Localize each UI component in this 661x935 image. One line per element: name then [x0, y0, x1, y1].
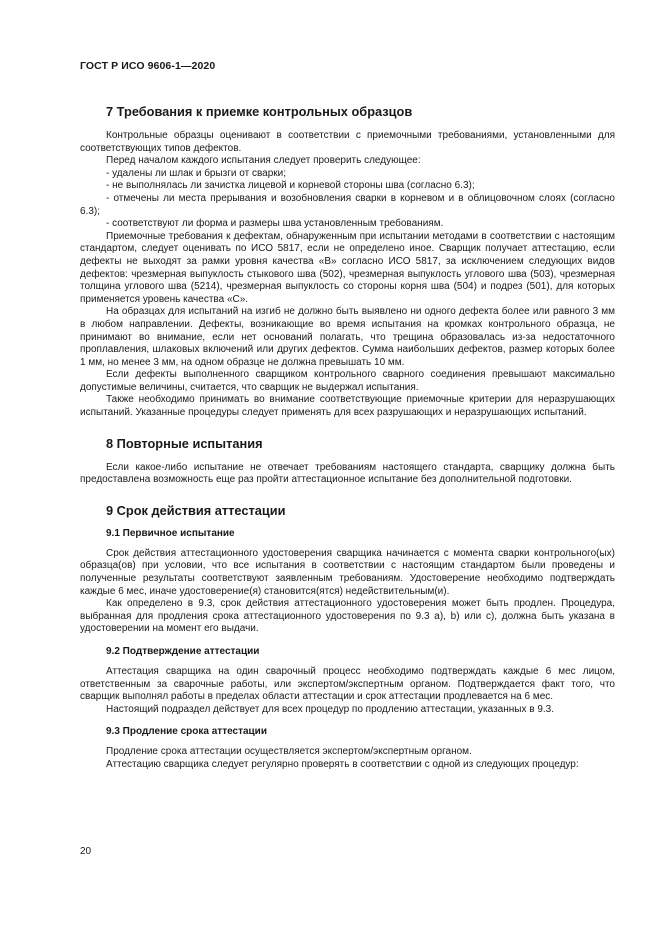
paragraph: Если какое-либо испытание не отвечает требованиям настоящего стандарта, сварщику должна быть предоставлена возможность еще раз пройти аттестационное испытание без дополнительной подготовки. — [80, 461, 615, 486]
section-8-heading: 8 Повторные испытания — [106, 435, 263, 451]
page-body — [80, 90, 615, 772]
paragraph: Продление срока аттестации осуществляется экспертом/экспертным органом. — [106, 746, 472, 758]
paragraph: Также необходимо принимать во внимание соответствующие приемочные критерии для неразрушающих испытаний. Указанные процедуры следует применять для всех разрушающих и неразрушающих испытаний. — [80, 394, 615, 419]
paragraph: Настоящий подраздел действует для всех процедур по продлению аттестации, указанных в 9.3. — [106, 703, 555, 715]
section-7-heading: 7 Требования к приемке контрольных образцов — [106, 104, 413, 119]
subsection-9-2-heading: 9.2 Подтверждение аттестации — [106, 646, 260, 657]
section-9-heading: 9 Срок действия аттестации — [106, 502, 286, 518]
paragraph: Как определено в 9.3, срок действия аттестационного удостоверения может быть продлен. Процедура, выбранная для продления срока аттестационного удостоверения по 9.3 a), b) или c), должна быть указана в удостоверении на момент его выдачи. — [80, 598, 615, 635]
paragraph: На образцах для испытаний на изгиб не должно быть выявлено ни одного дефекта более или равного 3 мм в любом направлении. Дефекты, возникающие во время испытания на кромках контрольного образца, не принимают во внимание, если нет оснований полагать, что трещина образовалась из-за недостаточного проплавления, шлаковых включений или других дефектов. Сумма наибольших дефектов, размер которых более 1 мм, но менее 3 мм, на одном образце не должна превышать 10 мм. — [80, 306, 615, 368]
list-item: - не выполнялась ли зачистка лицевой и корневой стороны шва (согласно 6.3); — [106, 180, 475, 192]
paragraph: Аттестация сварщика на один сварочный процесс необходимо подтверждать каждые 6 мес лицом, ответственным за сварочные работы, или экспертом/экспертным органом. Подтверждается факт того, что сварщик выполнял работы в пределах области аттестации и срок аттестации продлевается на 6 мес. — [80, 666, 615, 703]
list-item: - отмечены ли места прерывания и возобновления сварки в корневом и в облицовочном слоях (согласно 6.3); — [80, 192, 615, 217]
paragraph: Срок действия аттестационного удостоверения сварщика начинается с момента сварки контрольного(ых) образца(ов) при условии, что все испытания в соответствии с настоящим стандартом были проведены и полученные результаты соответствуют заявленным требованиям. Удостоверение необходимо подтверждать каждые 6 мес, иначе удостоверение(я) становится(ятся) недействительным(и). — [80, 547, 615, 597]
list-item: - удалены ли шлак и брызги от сварки; — [106, 167, 287, 179]
subsection-9-3-heading: 9.3 Продление срока аттестации — [106, 726, 267, 738]
document-header: ГОСТ Р ИСО 9606-1—2020 — [80, 60, 216, 72]
paragraph: Перед началом каждого испытания следует проверить следующее: — [106, 155, 421, 167]
paragraph: Контрольные образцы оценивают в соответствии с приемочными требованиями, установленными для соответствующих типов дефектов. — [80, 130, 615, 154]
paragraph: Аттестацию сварщика следует регулярно проверять в соответствии с одной из следующих процедур: — [106, 758, 579, 770]
list-item: - соответствуют ли форма и размеры шва установленным требованиям. — [106, 218, 444, 230]
paragraph: Если дефекты выполненного сварщиком контрольного сварного соединения превышают максимально допустимые величины, считается, что сварщик не выдержал испытания. — [80, 369, 615, 393]
page-number: 20 — [80, 846, 92, 857]
paragraph: Приемочные требования к дефектам, обнаруженным при испытании методами в соответствии с настоящим стандартом, следует оценивать по ИСО 5817, если не определено иное. Сварщик получает аттестацию, если дефекты не выходят за рамки уровня качества «B» согласно ИСО 5817, за исключением следующих видов дефектов: чрезмерная выпуклость стыкового шва (502), чрезмерная выпуклость углового шва (503), чрезмерная толщина углового шва (5214), чрезмерная выпуклость со стороны корня шва (504) и подрез (501), для которых применяется уровень качества «C». — [80, 230, 615, 305]
subsection-9-1-heading: 9.1 Первичное испытание — [106, 527, 235, 539]
